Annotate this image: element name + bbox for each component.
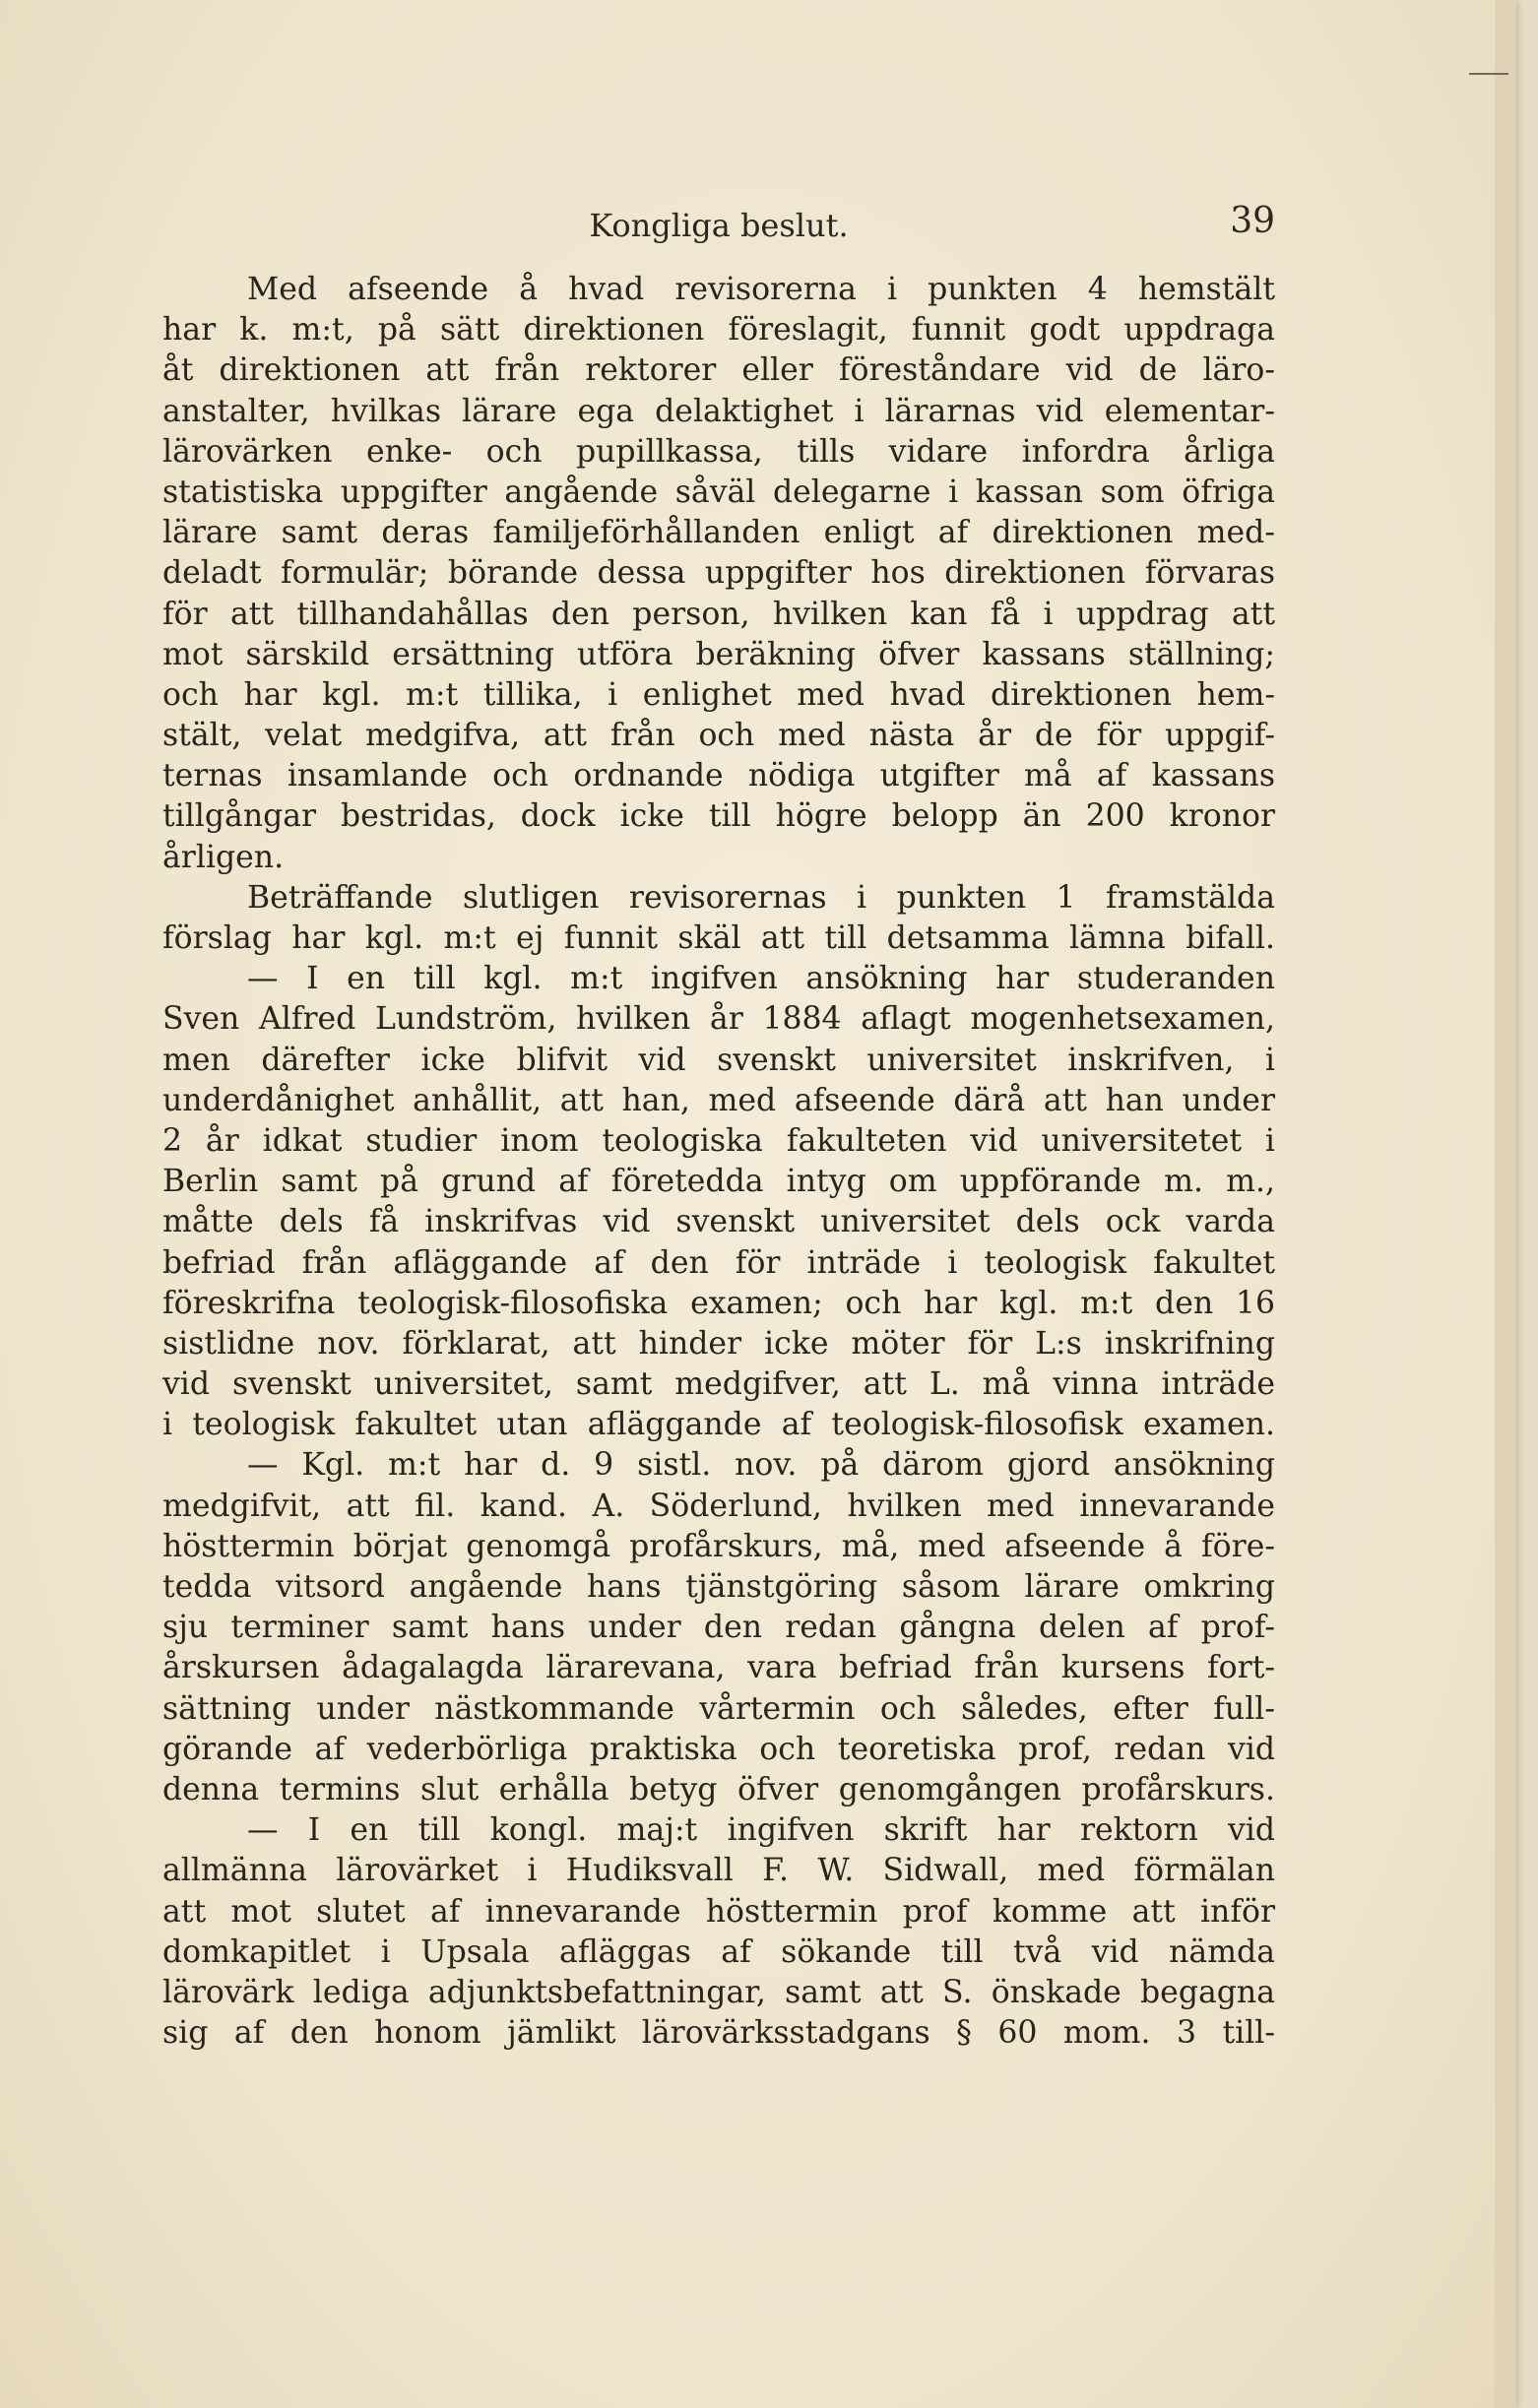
- text-line: mot särskild ersättning utföra beräkning öfver kassans ställning;: [162, 636, 1275, 672]
- text-line: måtte dels få inskrifvas vid svenskt universitet dels ock varda: [162, 1204, 1275, 1240]
- text-line: Beträffande slutligen revisorernas i punkten 1 framstälda: [247, 879, 1275, 916]
- text-line: Sven Alfred Lundström, hvilken år 1884 aflagt mogenhetsexamen,: [162, 1001, 1275, 1038]
- text-line: anstalter, hvilkas lärare ega delaktighet i lärarnas vid elementar-: [162, 393, 1275, 429]
- text-line: i teologisk fakultet utan afläggande af teologisk-filosofisk examen.: [162, 1407, 1275, 1443]
- text-line: lärovärk lediga adjunktsbefattningar, samt att S. önskade begagna: [162, 1974, 1275, 2010]
- text-line: har k. m:t, på sätt direktionen föreslagit, funnit godt uppdraga: [162, 312, 1275, 349]
- text-line: förslag har kgl. m:t ej funnit skäl att till detsamma lämna bifall.: [162, 920, 1275, 956]
- page-number: 39: [1230, 201, 1275, 241]
- page-header: [162, 201, 1275, 256]
- text-line: tedda vitsord angående hans tjänstgöring såsom lärare omkring: [162, 1569, 1275, 1605]
- text-line: sju terminer samt hans under den redan gångna delen af prof-: [162, 1610, 1275, 1646]
- text-line: Med afseende å hvad revisorerna i punkten 4 hemstält: [247, 272, 1275, 307]
- text-line: befriad från afläggande af den för inträde i teologisk fakultet: [162, 1244, 1275, 1281]
- text-line: denna termins slut erhålla betyg öfver genomgången profårskurs.: [162, 1771, 1275, 1807]
- text-line: görande af vederbörliga praktiska och teoretiska prof, redan vid: [162, 1731, 1275, 1767]
- text-line: ternas insamlande och ordnande nödiga utgifter må af kassans: [162, 758, 1275, 794]
- text-line: 2 år idkat studier inom teologiska fakulteten vid universitetet i: [162, 1122, 1275, 1159]
- text-line: vid svenskt universitet, samt medgifver, att L. må vinna inträde: [162, 1366, 1275, 1403]
- text-line: domkapitlet i Upsala afläggas af sökande till två vid nämda: [162, 1933, 1275, 1970]
- text-line: men därefter icke blifvit vid svenskt universitet inskrifven, i: [162, 1042, 1275, 1078]
- running-title: Kongliga beslut.: [589, 207, 849, 244]
- text-line: — I en till kgl. m:t ingifven ansökning har studeranden: [247, 961, 1275, 997]
- text-line: deladt formulär; börande dessa uppgifter hos direktionen förvaras: [162, 555, 1275, 592]
- text-line: hösttermin börjat genomgå profårskurs, må, med afseende å före-: [162, 1528, 1275, 1564]
- text-line: åt direktionen att från rektorer eller föreståndare vid de läro-: [162, 352, 1275, 389]
- text-line: tillgångar bestridas, dock icke till högre belopp än 200 kronor: [162, 798, 1275, 835]
- body-text: [162, 270, 1275, 2054]
- text-line: lärovärken enke- och pupillkassa, tills vidare infordra årliga: [162, 433, 1275, 470]
- text-line: för att tillhandahållas den person, hvilken kan få i uppdrag att: [162, 596, 1275, 632]
- text-line: sistlidne nov. förklarat, att hinder icke möter för L:s inskrifning: [162, 1325, 1275, 1362]
- text-line: sättning under nästkommande vårtermin och således, efter full-: [162, 1690, 1275, 1727]
- text-line: — I en till kongl. maj:t ingifven skrift har rektorn vid: [247, 1812, 1275, 1849]
- text-line: allmänna lärovärket i Hudiksvall F. W. Sidwall, med förmälan: [162, 1853, 1275, 1889]
- text-line: medgifvit, att fil. kand. A. Söderlund, hvilken med innevarande: [162, 1488, 1275, 1524]
- text-line: stält, velat medgifva, att från och med nästa år de för uppgif-: [162, 718, 1275, 754]
- text-line: underdånighet anhållit, att han, med afseende därå att han under: [162, 1082, 1275, 1118]
- text-line: att mot slutet af innevarande hösttermin prof komme att inför: [162, 1893, 1275, 1930]
- text-line: årligen.: [162, 839, 285, 875]
- text-line: och har kgl. m:t tillika, i enlighet med hvad direktionen hem-: [162, 676, 1275, 713]
- text-line: Berlin samt på grund af företedda intyg om uppförande m. m.,: [162, 1164, 1275, 1200]
- text-line: — Kgl. m:t har d. 9 sistl. nov. på därom gjord ansökning: [247, 1447, 1275, 1484]
- text-line: sig af den honom jämlikt lärovärksstadgans § 60 mom. 3 till-: [162, 2015, 1275, 2052]
- page-edge: [1495, 0, 1516, 2408]
- text-line: årskursen ådagalagda lärarevana, vara befriad från kursens fort-: [162, 1650, 1275, 1686]
- text-line: föreskrifna teologisk-filosofiska examen; och har kgl. m:t den 16: [162, 1285, 1275, 1321]
- margin-mark: [1469, 73, 1508, 75]
- text-line: lärare samt deras familjeförhållanden enligt af direktionen med-: [162, 515, 1275, 551]
- text-line: statistiska uppgifter angående såväl delegarne i kassan som öfriga: [162, 474, 1275, 510]
